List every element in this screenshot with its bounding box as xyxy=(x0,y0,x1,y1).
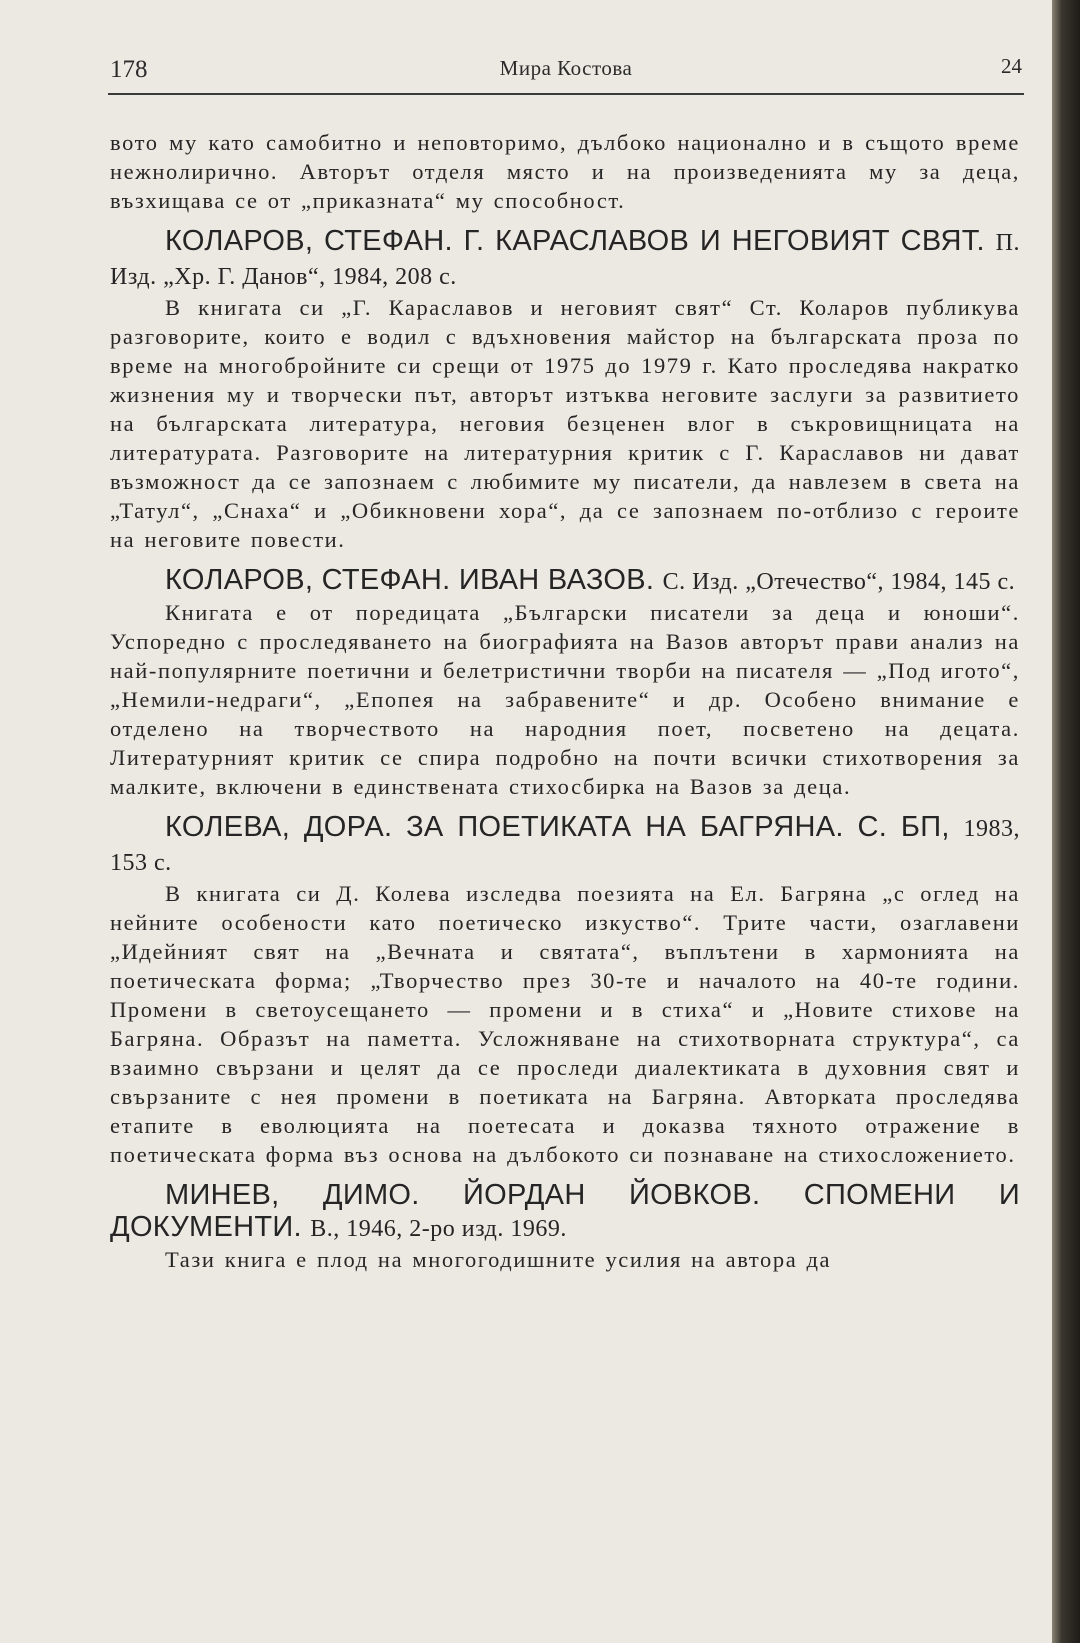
running-head-author: Мира Костова xyxy=(499,56,633,80)
entry-publication: С. Изд. „Отечество“, 1984, 145 с. xyxy=(662,569,1016,595)
page-header xyxy=(110,54,1022,94)
bibliography-entry xyxy=(110,564,1020,801)
entry-title: КОЛАРОВ, СТЕФАН. ИВАН ВАЗОВ. xyxy=(165,564,655,596)
entry-title: КОЛЕВА, ДОРА. ЗА ПОЕТИКАТА НА БАГРЯНА. С. БП, xyxy=(165,811,950,843)
bibliography-entry xyxy=(110,1179,1020,1274)
page-body xyxy=(110,128,1020,1274)
entry-heading xyxy=(110,811,1020,879)
header-rule xyxy=(108,93,1024,95)
entry-publication: П. Изд. „Хр. Г. Данов“, 1984, 208 с. xyxy=(110,230,1020,290)
book-spine-edge xyxy=(1052,0,1080,1643)
section-number: 24 xyxy=(1001,54,1022,78)
entry-title: МИНЕВ, ДИМО. ЙОРДАН ЙОВКОВ. СПОМЕНИ И ДОКУМЕНТИ. xyxy=(110,1179,1020,1243)
entry-heading xyxy=(110,225,1020,293)
entry-annotation: Книгата е от поредицата „Български писатели за деца и юноши“. Успоредно с проследяването на биографията на Вазов авторът прави анализ на най-популярните поетични и белетристични творби на писателя — „Под игото“, „Немили-недраги“, „Епопея на забравените“ и др. Особено внимание е отделено на творчеството на народния поет, посветено на децата. Литературният критик се спира подробно на почти всички стихотворения за малките, включени в единствената стихосбирка на Вазов за деца. xyxy=(110,600,1020,799)
entry-annotation: В книгата си „Г. Караславов и неговият свят“ Ст. Коларов публикува разговорите, които е водил с вдъхновения майстор на българската проза по време на многобройните си срещи от 1975 до 1979 г. Като проследява накратко жизнения му и творчески път, авторът изтъква неговите заслуги за развитието на българската литература, неговия безценен влог в съкровищницата на литературата. Разговорите на литературния критик с Г. Караславов ни дават възможност да се запознаем с любимите му писатели, да навлезем в света на „Татул“, „Снаха“ и „Обикновени хора“, да се запознаем по-отблизо с героите на неговите повести. xyxy=(110,295,1020,552)
entry-annotation: Тази книга е плод на многогодишните усилия на автора да xyxy=(165,1247,832,1272)
bibliography-entry xyxy=(110,811,1020,1169)
entry-annotation: В книгата си Д. Колева изследва поезията на Ел. Багряна „с оглед на нейните особености като поетическо изкуство“. Трите части, озаглавени „Идейният свят на „Вечната и святата“, въплътени в хармонията на поетическата форма; „Творчество през 30-те и началото на 40-те години. Промени в светоусещането — промени и в стиха“ и „Новите стихове на Багряна. Образът на паметта. Усложняване на стихотворната структура“, са взаимно свързани и целят да се проследи диалектиката в духовния свят и свързаните с нея промени в поетиката на Багряна. Авторката проследява етапите в еволюцията на поетесата и доказва тяхното отражение в поетическата форма въз основа на дълбокото си познаване на стихосложението. xyxy=(110,881,1020,1167)
bibliography-entry xyxy=(110,225,1020,554)
entry-title: КОЛАРОВ, СТЕФАН. Г. КАРАСЛАВОВ И НЕГОВИЯТ СВЯТ. xyxy=(165,225,985,257)
page-number: 178 xyxy=(110,56,148,83)
continuation-paragraph: вото му като самобитно и неповторимо, дълбоко национално и в същото време нежнолирично. Авторът отделя място и на произведенията му за деца, възхищава се от „приказната“ му способност. xyxy=(110,130,1020,213)
entry-heading xyxy=(110,564,1020,598)
entry-heading xyxy=(110,1179,1020,1245)
entry-publication: В., 1946, 2-ро изд. 1969. xyxy=(310,1216,567,1242)
entry-publication: 1983, 153 с. xyxy=(110,816,1021,876)
